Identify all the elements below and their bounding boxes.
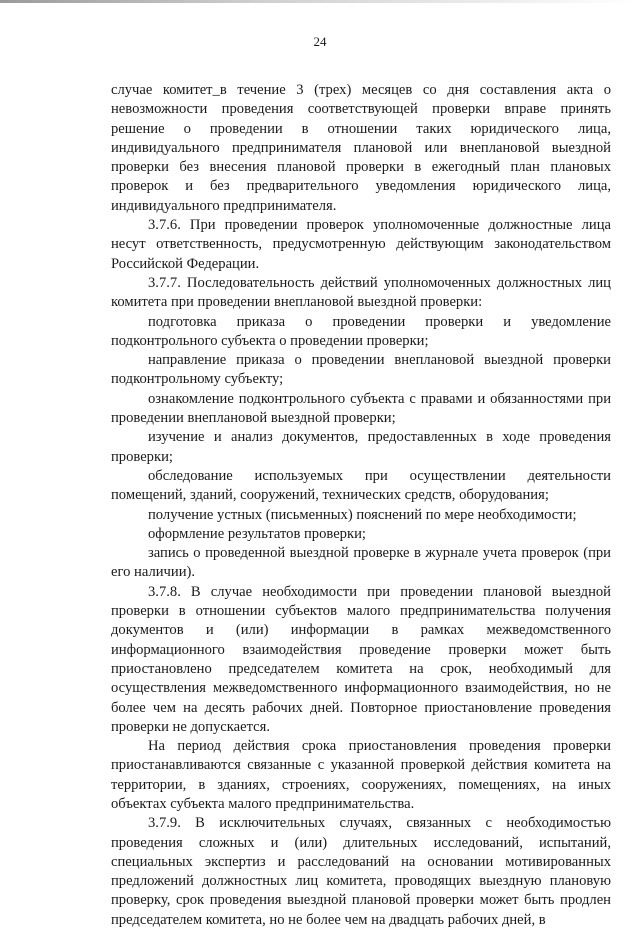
paragraph-3-7-9: 3.7.9. В исключительных случаях, связанных с необходимостью проведения сложных и (или) длительных исследований, испытаний, специальных экспертиз и расследований на основании мотивированных предложений должностных лиц комитета, проводящих выездную плановую проверку, срок проведения выездной плановой проверки может быть продлен председателем комитета, но не более чем на двадцать рабочих дней, в — [111, 815, 611, 928]
paragraph-3-7-8: 3.7.8. В случае необходимости при проведении плановой выездной проверки в отношении субъектов малого предпринимательства получения документов и (или) информации в рамках межведомственного информационного взаимодействия проведение проверки может быть приостановлено председателем комитета на срок, необходимый для осуществления межведомственного информационного взаимодействия, но не более чем на десять рабочих дней. Повторное приостановление проведения проверки не допускается. — [111, 583, 611, 735]
list-item-explanations: получение устных (письменных) пояснений по мере необходимости; — [148, 506, 577, 523]
document-body — [111, 81, 611, 930]
list-item-document-review: изучение и анализ документов, предоставленных в ходе проведения проверки; — [111, 429, 611, 465]
list-item-results-registration: оформление результатов проверки; — [148, 525, 366, 542]
list-item-order-delivery: направление приказа о проведении внеплановой выездной проверки подконтрольному субъекту; — [111, 352, 611, 388]
paragraph-continuation: случае комитет_в течение 3 (трех) месяцев со дня составления акта о невозможности проведения соответствующей проверки вправе принять решение о проведении в отношении таких юридического лица, индивидуального предпринимателя плановой или внеплановой выездной проверки без внесения плановой проверки в ежегодный план плановых проверок и без предварительного уведомления юридического лица, индивидуального предпринимателя. — [111, 82, 611, 214]
list-item-order-preparation: подготовка приказа о проведении проверки и уведомление подконтрольного субъекта о проведении проверки; — [111, 313, 611, 349]
paragraph-3-7-6: 3.7.6. При проведении проверок уполномоченные должностные лица несут ответственность, предусмотренную действующим законодательством Российской Федерации. — [111, 217, 611, 272]
paragraph-suspension-period: На период действия срока приостановления проведения проверки приостанавливаются связанные с указанной проверкой действия комитета на территории, в зданиях, строениях, сооружениях, помещениях, на иных объектах субъекта малого предпринимательства. — [111, 738, 611, 812]
list-item-premises-inspection: обследование используемых при осуществлении деятельности помещений, зданий, сооружений, технических средств, оборудования; — [111, 467, 611, 504]
scan-top-edge — [0, 0, 640, 3]
list-item-journal-record: запись о проведенной выездной проверке в журнале учета проверок (при его наличии). — [111, 545, 611, 581]
list-item-rights-familiarization: ознакомление подконтрольного субъекта с правами и обязанностями при проведении внеплановой выездной проверки; — [111, 390, 611, 427]
paragraph-3-7-7: 3.7.7. Последовательность действий уполномоченных должностных лиц комитета при проведении внеплановой выездной проверки: — [111, 274, 611, 311]
page-number: 24 — [313, 34, 327, 49]
